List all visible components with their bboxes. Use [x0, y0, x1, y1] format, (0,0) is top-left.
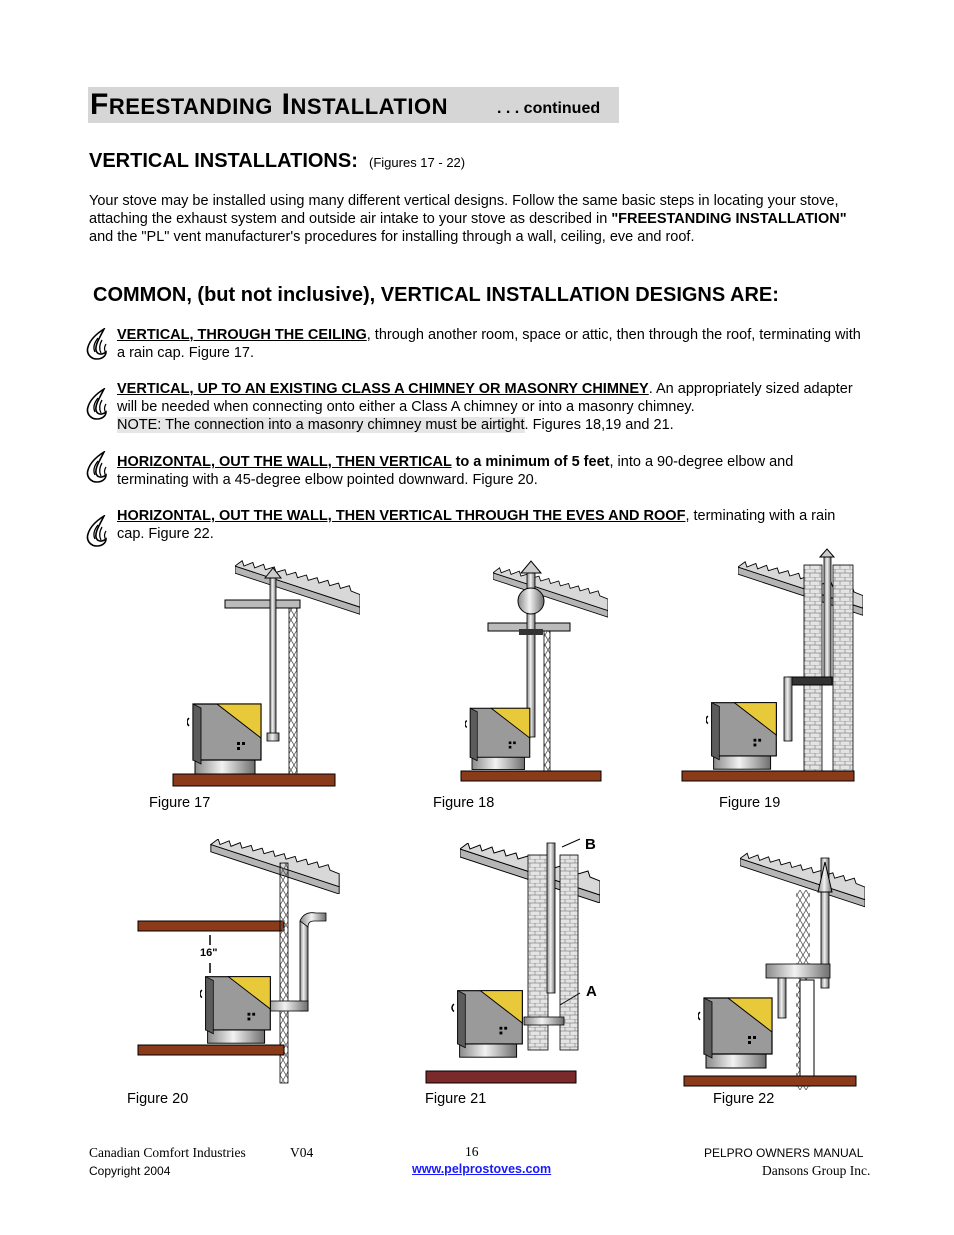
flame-bullet-icon	[84, 515, 110, 547]
common-designs-heading: COMMON, (but not inclusive), VERTICAL INSTALLATION DESIGNS ARE:	[93, 284, 779, 306]
figures-reference: (Figures 17 - 22)	[369, 155, 466, 170]
label-a: A	[586, 983, 597, 1000]
bullet-existing-chimney: VERTICAL, UP TO AN EXISTING CLASS A CHIMNEY OR MASONRY CHIMNEY. An appropriately sized adapter will be needed when connecting onto either a Class A chimney or into a masonry chimney. NOTE: The connection into a masonry chimney must be airtight. Figures 18,19 and 21.	[117, 381, 853, 434]
figure-17-diagram	[165, 560, 365, 790]
footer-copyright: Copyright 2004	[89, 1164, 171, 1178]
footer-website-link[interactable]: www.pelprostoves.com	[412, 1162, 552, 1176]
flame-bullet-icon	[84, 328, 110, 360]
footer-group: Dansons Group Inc.	[762, 1163, 871, 1178]
figure-22-diagram	[680, 840, 870, 1090]
caption-figure-19: Figure 19	[719, 795, 781, 811]
bullet-through-ceiling: VERTICAL, THROUGH THE CEILING, through another room, space or attic, then through the roof, terminating with a rain cap. Figure 17.	[117, 327, 861, 362]
section-heading: VERTICAL INSTALLATIONS: (Figures 17 - 22)	[89, 150, 466, 172]
caption-figure-17: Figure 17	[149, 795, 211, 811]
footer-version: V04	[290, 1145, 314, 1160]
figure-18-diagram	[455, 545, 615, 785]
caption-figure-21: Figure 21	[425, 1091, 487, 1107]
figure-20-diagram	[130, 835, 350, 1087]
caption-figure-22: Figure 22	[713, 1091, 775, 1107]
figure-19-diagram	[680, 545, 880, 785]
caption-figure-20: Figure 20	[127, 1091, 189, 1107]
figure-21-diagram	[420, 835, 600, 1087]
note-airtight: NOTE: The connection into a masonry chimney must be airtight	[117, 417, 525, 434]
bullet-out-wall-vertical: HORIZONTAL, OUT THE WALL, THEN VERTICAL to a minimum of 5 feet, into a 90-degree elbow and terminating with a 45-degree elbow pointed downward. Figure 20.	[117, 454, 794, 489]
flame-bullet-icon	[84, 388, 110, 420]
caption-figure-18: Figure 18	[433, 795, 495, 811]
label-b: B	[585, 836, 596, 853]
flame-bullet-icon	[84, 451, 110, 483]
bullet-through-eves-roof: HORIZONTAL, OUT THE WALL, THEN VERTICAL THROUGH THE EVES AND ROOF, terminating with a rain cap. Figure 22.	[117, 508, 836, 543]
footer-company: Canadian Comfort Industries	[89, 1145, 246, 1160]
label-16-inch: 16"	[200, 947, 218, 959]
footer-page-number: 16	[465, 1144, 479, 1159]
page-title: FREESTANDING INSTALLATION	[90, 88, 448, 121]
intro-paragraph: Your stove may be installed using many different vertical designs. Follow the same basic steps in locating your stove, attaching the exhaust system and outside air intake to your stove as described in "FREESTANDING INSTALLATION" and the "PL" vent manufacturer's procedures for installing through a wall, ceiling, eve and roof.	[89, 193, 847, 246]
title-continued: . . . continued	[497, 100, 601, 117]
footer-manual: PELPRO OWNERS MANUAL	[704, 1146, 864, 1160]
